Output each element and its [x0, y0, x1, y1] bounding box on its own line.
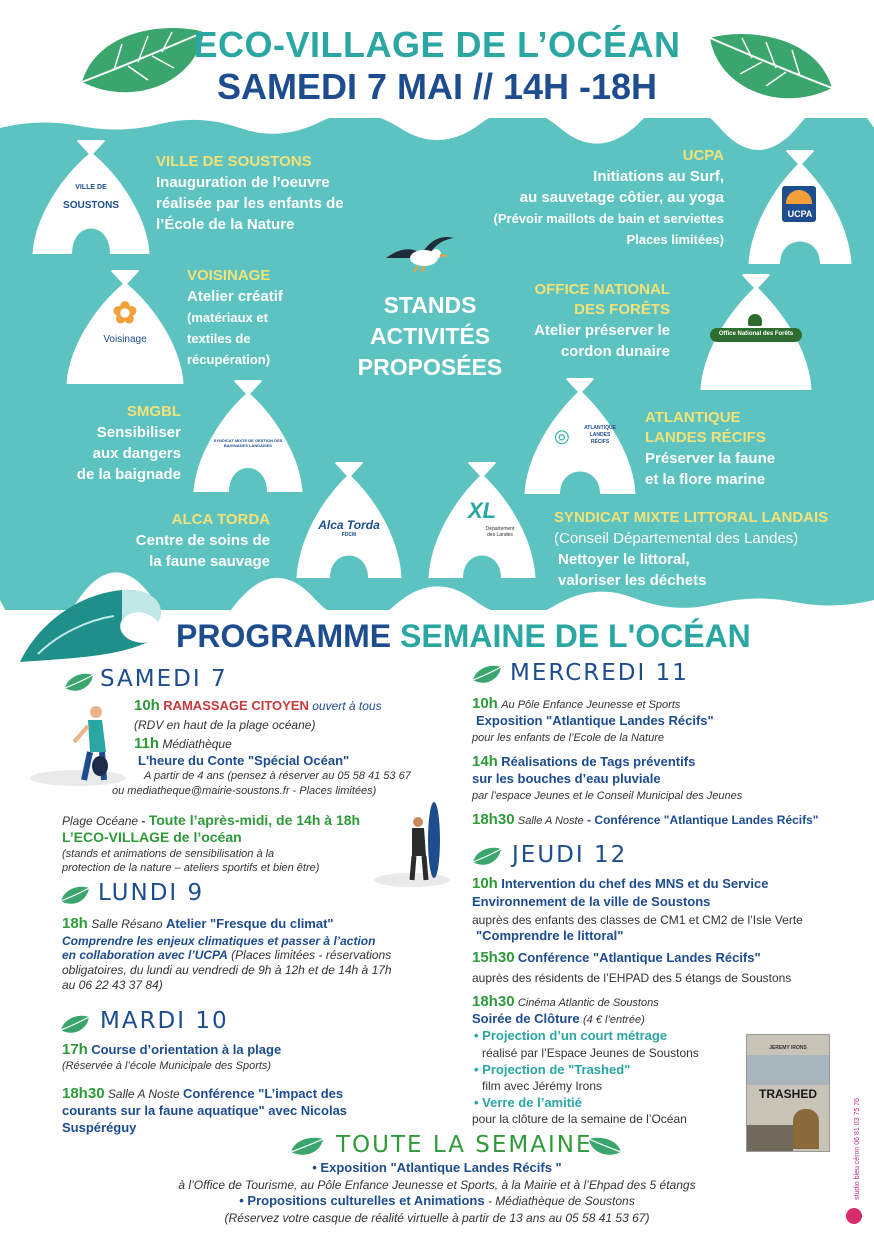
soustons-logo-name: SOUSTONS	[63, 200, 119, 211]
departement-logo-line2: des Landes	[487, 532, 513, 538]
poster-ground	[747, 1125, 793, 1151]
mardi-e2-place: Salle A Noste	[107, 1087, 180, 1101]
stand-alca-desc2: la faune sauvage	[149, 553, 270, 570]
stand-smgbl-name: SMGBL	[126, 403, 181, 420]
stands-center-title	[340, 290, 520, 383]
lundi-sub-line2	[62, 948, 391, 962]
ucpa-logo: UCPA	[787, 209, 813, 219]
samedi-e2-title: L'heure du Conte "Spécial Océan"	[138, 753, 350, 768]
mercredi-e1-title: Exposition "Atlantique Landes Récifs"	[476, 713, 714, 728]
stand-ucpa-small2: Places limitées)	[626, 232, 724, 247]
mardi-e2-title2: courants sur la faune aquatique" avec Nicolas	[62, 1103, 348, 1118]
samedi-event-3	[62, 812, 360, 829]
mercredi-event-3: 18h30 Salle A Noste - Conférence "Atlantique Landes Récifs"	[472, 811, 819, 828]
stand-ucpa	[470, 146, 724, 250]
mardi-e2-hour: 18h30	[62, 1085, 105, 1102]
jeudi-e1-title1: Intervention du chef des MNS et du Service	[501, 876, 769, 891]
stand-voisinage-small1: (matériaux et	[187, 310, 268, 325]
alr-spiral-icon: ◎	[554, 426, 570, 446]
tent-onf	[700, 274, 812, 390]
lundi-sub5: au 06 22 43 37 84)	[62, 978, 163, 992]
stand-alr-name1: ATLANTIQUE	[645, 409, 741, 426]
stand-soustons-desc1: Inauguration de l'oeuvre	[156, 174, 330, 191]
semaine-l3a: • Propositions culturelles et Animations	[239, 1193, 485, 1208]
mercredi-e2-title2: sur les bouches d’eau pluviale	[472, 771, 661, 786]
lundi-hour: 18h	[62, 915, 88, 932]
mercredi-e2-hour: 14h	[472, 753, 498, 770]
tent-ucpa	[748, 150, 852, 264]
lundi-sub4: obligatoires, du lundi au vendredi de 9h à 12h et de 14h à 17h	[62, 963, 392, 977]
stand-onf-name2: DES FORÊTS	[574, 301, 670, 318]
semaine-l3b: - Médiathèque de Soustons	[484, 1194, 635, 1208]
mardi-e2-title3: Suspéréguy	[62, 1120, 137, 1135]
jeudi-event-1	[472, 876, 768, 892]
lundi-title: Atelier "Fresque du climat"	[165, 916, 334, 931]
day-mercredi: MERCREDI 11	[510, 660, 689, 686]
stand-smgbl-desc3: de la baignade	[76, 466, 181, 483]
tent-voisinage	[66, 270, 184, 384]
mardi-e1-sub: (Réservée à l’école Municipale des Sports)	[62, 1060, 272, 1072]
stand-soustons-desc3: l’École de la Nature	[156, 216, 295, 233]
stand-soustons-desc2: réalisée par les enfants de	[156, 195, 344, 212]
day-samedi: SAMEDI 7	[100, 666, 228, 692]
stand-alr	[645, 408, 775, 490]
jeudi-e3-place: Cinéma Atlantic de Soustons	[517, 997, 659, 1009]
leaf-samedi-icon	[64, 672, 94, 699]
volunteer-illustration	[30, 702, 130, 793]
trashed-poster	[746, 1034, 830, 1152]
jeudi-e3-title-line	[472, 1011, 645, 1028]
jeudi-b1-sub: réalisé par l’Espace Jeunes de Soustons	[482, 1046, 699, 1060]
surfer-illustration	[374, 800, 450, 893]
stand-voisinage-name: VOISINAGE	[187, 267, 271, 284]
alca-torda-logo: Alca Torda	[318, 518, 380, 532]
voisinage-flower-icon: ✿	[112, 297, 138, 330]
semaine-l3	[0, 1193, 874, 1209]
stand-voisinage	[187, 266, 283, 370]
smgbl-logo: SYNDICAT MIXTE DE GESTION DES BAIGNADES LANDAISES	[213, 438, 283, 448]
jeudi-e3-price: (4 € l’entrée)	[582, 1014, 645, 1026]
mardi-e2-title1: Conférence "L’impact des	[183, 1086, 344, 1101]
mercredi-e2-sub: par l’espace Jeunes et le Conseil Municipal des Jeunes	[472, 790, 743, 802]
stand-onf-name1: OFFICE NATIONAL	[534, 281, 670, 298]
page-title: ECO-VILLAGE DE L’OCÉAN	[193, 24, 681, 65]
stand-voisinage-small3: récupération)	[187, 352, 271, 367]
leaf-semaine-left-icon	[290, 1136, 324, 1163]
day-mardi: MARDI 10	[100, 1008, 229, 1034]
poster-top-text: JEREMY IRONS	[769, 1045, 807, 1051]
leaf-jeudi-icon	[472, 846, 502, 873]
stand-voisinage-small2: textiles de	[187, 331, 251, 346]
jeudi-e2-hour: 15h30	[472, 949, 515, 966]
soustons-logo: VILLE DE	[75, 184, 107, 191]
samedi-e3-place: Plage Océane	[62, 814, 139, 828]
jeudi-event-3	[472, 994, 659, 1011]
samedi-e3-sep: -	[138, 814, 149, 828]
stand-ucpa-small1: (Prévoir maillots de bain et serviettes	[493, 211, 724, 226]
stand-sml-desc1: (Conseil Départemental des Landes)	[554, 530, 799, 547]
samedi-e3-sub2: protection de la nature – ateliers sportifs et bien être)	[62, 862, 320, 874]
samedi-e1-sub: (RDV en haut de la plage océane)	[134, 718, 316, 732]
poster-person	[793, 1109, 819, 1149]
jeudi-event-2	[472, 950, 761, 966]
wave-icon	[18, 584, 170, 669]
samedi-event-2	[134, 736, 232, 752]
samedi-e2-sub2: ou mediatheque@mairie-soustons.fr - Places limitées)	[112, 785, 377, 797]
lundi-sub1: Comprendre les enjeux climatiques et passer à l’action	[62, 934, 376, 948]
day-lundi: LUNDI 9	[98, 880, 205, 906]
jeudi-e3-hour: 18h30	[472, 993, 515, 1010]
poster-sky	[747, 1055, 829, 1085]
tent-alca-torda	[296, 462, 402, 578]
mercredi-e1-sub: pour les enfants de l’Ecole de la Nature	[472, 732, 665, 744]
onf-tree-icon	[748, 314, 762, 326]
stand-ucpa-desc1: Initiations au Surf,	[593, 168, 724, 185]
jeudi-e2-sub: auprès des résidents de l’EHPAD des 5 étangs de Soustons	[472, 971, 792, 985]
stand-onf-desc2: cordon dunaire	[560, 343, 670, 360]
semaine-l4: (Réservez votre casque de réalité virtuelle à partir de 13 ans au 05 58 41 53 67)	[224, 1211, 650, 1225]
lundi-sub3: (Places limitées - réservations	[227, 948, 392, 962]
mardi-e1-title: Course d’orientation à la plage	[91, 1042, 282, 1057]
departement-logo-line1: Département	[485, 526, 515, 532]
mercredi-event-1	[472, 696, 680, 713]
stand-smgbl-desc1: Sensibiliser	[96, 424, 181, 441]
semaine-l2: à l’Office de Tourisme, au Pôle Enfance Jeunesse et Sports, à la Mairie et à l’Ehpad des 5 étangs	[178, 1178, 696, 1192]
tent-departement	[428, 462, 536, 578]
jeudi-b1: • Projection d’un court métrage	[474, 1028, 668, 1043]
jeudi-b2-sub: film avec Jérémy Irons	[482, 1079, 603, 1093]
stand-ucpa-name: UCPA	[682, 147, 724, 164]
leaf-semaine-right-icon	[588, 1136, 622, 1163]
stand-smgbl	[30, 402, 181, 485]
mardi-e1-hour: 17h	[62, 1041, 88, 1058]
programme-title-b: SEMAINE DE L'OCÉAN	[400, 618, 751, 654]
alr-logo-line2: LANDES	[589, 432, 611, 438]
stands-center-line1: STANDS	[383, 292, 477, 318]
jeudi-e1-hour: 10h	[472, 875, 498, 892]
stand-alr-desc2: et la flore marine	[645, 471, 766, 488]
leaf-lundi-icon	[60, 885, 90, 912]
programme-title-a: PROGRAMME	[176, 618, 392, 654]
leaf-mercredi-icon	[472, 664, 502, 691]
jeudi-e2-title: Conférence "Atlantique Landes Récifs"	[517, 950, 761, 965]
alr-logo-line3: RÉCIFS	[590, 439, 610, 445]
jeudi-b3-sub: pour la clôture de la semaine de l’Océan	[472, 1112, 687, 1126]
stand-alr-desc1: Préserver la faune	[645, 450, 776, 467]
samedi-e2-hour: 11h	[134, 735, 160, 752]
voisinage-logo: Voisinage	[103, 334, 147, 345]
samedi-event-1	[134, 698, 382, 714]
departement-logo: XL	[467, 498, 497, 523]
poster-title: TRASHED	[758, 1087, 817, 1101]
mercredi-e3-hour: 18h30	[472, 811, 515, 828]
stand-ucpa-desc2: au sauvetage côtier, au yoga	[519, 189, 724, 206]
mercredi-e1-hour: 10h	[472, 695, 498, 712]
stands-center-line3: PROPOSÉES	[357, 354, 503, 380]
seagull-icon	[384, 224, 456, 279]
samedi-e3-sub1: (stands et animations de sensibilisation à la	[62, 848, 275, 860]
tent-alr	[524, 378, 636, 494]
stand-sml-desc3: valoriser les déchets	[558, 572, 707, 589]
lundi-sub2: en collaboration avec l’UCPA	[62, 948, 228, 962]
stand-soustons	[156, 152, 344, 235]
jeudi-b3: • Verre de l’amitié	[474, 1095, 582, 1110]
semaine-l1: • Exposition "Atlantique Landes Récifs "	[312, 1160, 562, 1175]
stand-onf	[500, 280, 670, 362]
semaine-title: TOUTE LA SEMAINE	[336, 1132, 593, 1158]
samedi-e1-title: RAMASSAGE CITOYEN	[163, 698, 309, 713]
mardi-event-1	[62, 1042, 281, 1058]
page-subtitle: SAMEDI 7 MAI // 14H -18H	[216, 66, 658, 107]
leaf-mardi-icon	[60, 1014, 90, 1041]
samedi-e1-hour: 10h	[134, 697, 160, 714]
jeudi-e1-sub: auprès des enfants des classes de CM1 et CM2 de l’Isle Verte	[472, 913, 803, 927]
stands-center-line2: ACTIVITÉS	[369, 323, 491, 349]
samedi-e2-sub1: A partir de 4 ans (pensez à réserver au 05 58 41 53 67	[144, 770, 411, 782]
stand-sml-name: SYNDICAT MIXTE LITTORAL LANDAIS	[554, 509, 829, 526]
stand-alca	[100, 510, 270, 572]
mercredi-e3-place: Salle A Noste	[517, 815, 584, 827]
onf-logo: Office National des Forêts	[718, 331, 794, 337]
jeudi-e3-title: Soirée de Clôture	[472, 1011, 580, 1026]
lundi-place: Salle Résano	[91, 917, 163, 931]
stand-voisinage-desc: Atelier créatif	[187, 288, 283, 305]
studio-logo-icon	[846, 1208, 862, 1224]
stand-onf-desc1: Atelier préserver le	[534, 322, 670, 339]
jeudi-e1-title3: "Comprendre le littoral"	[476, 928, 624, 943]
stand-alca-desc1: Centre de soins de	[135, 532, 270, 549]
day-jeudi: JEUDI 12	[512, 842, 628, 868]
samedi-e3-title2: L’ECO-VILLAGE de l’océan	[62, 829, 242, 845]
tent-smgbl	[193, 380, 303, 492]
stand-alca-name: ALCA TORDA	[171, 511, 270, 528]
alca-torda-logo-sub: FDCM	[341, 532, 357, 538]
jeudi-b2: • Projection de "Trashed"	[474, 1062, 631, 1077]
samedi-e2-place: Médiathèque	[162, 737, 232, 751]
stand-soustons-name: VILLE DE SOUSTONS	[156, 153, 312, 170]
mercredi-e2-title1: Réalisations de Tags préventifs	[501, 754, 696, 769]
tent-soustons	[32, 140, 150, 254]
samedi-e1-note: ouvert à tous	[312, 699, 382, 713]
credit-text: studio bleu céron 06 81 03 75 76	[854, 1098, 861, 1200]
jeudi-e1-title2: Environnement de la ville de Soustons	[472, 894, 711, 909]
stand-sml-desc2: Nettoyer le littoral,	[558, 551, 690, 568]
mercredi-e1-place: Au Pôle Enfance Jeunesse et Sports	[501, 699, 681, 711]
programme-title	[176, 618, 751, 655]
mardi-event-2	[62, 1086, 343, 1102]
alr-logo-line1: ATLANTIQUE	[584, 425, 616, 431]
stand-smgbl-desc2: aux dangers	[92, 445, 181, 462]
mercredi-e3-title: Conférence "Atlantique Landes Récifs"	[594, 813, 819, 827]
lundi-event	[62, 916, 334, 932]
stand-alr-name2: LANDES RÉCIFS	[645, 429, 766, 446]
stand-sml	[554, 508, 828, 591]
mercredi-event-2	[472, 754, 695, 770]
samedi-e3-title1: Toute l’après-midi, de 14h à 18h	[148, 812, 361, 828]
